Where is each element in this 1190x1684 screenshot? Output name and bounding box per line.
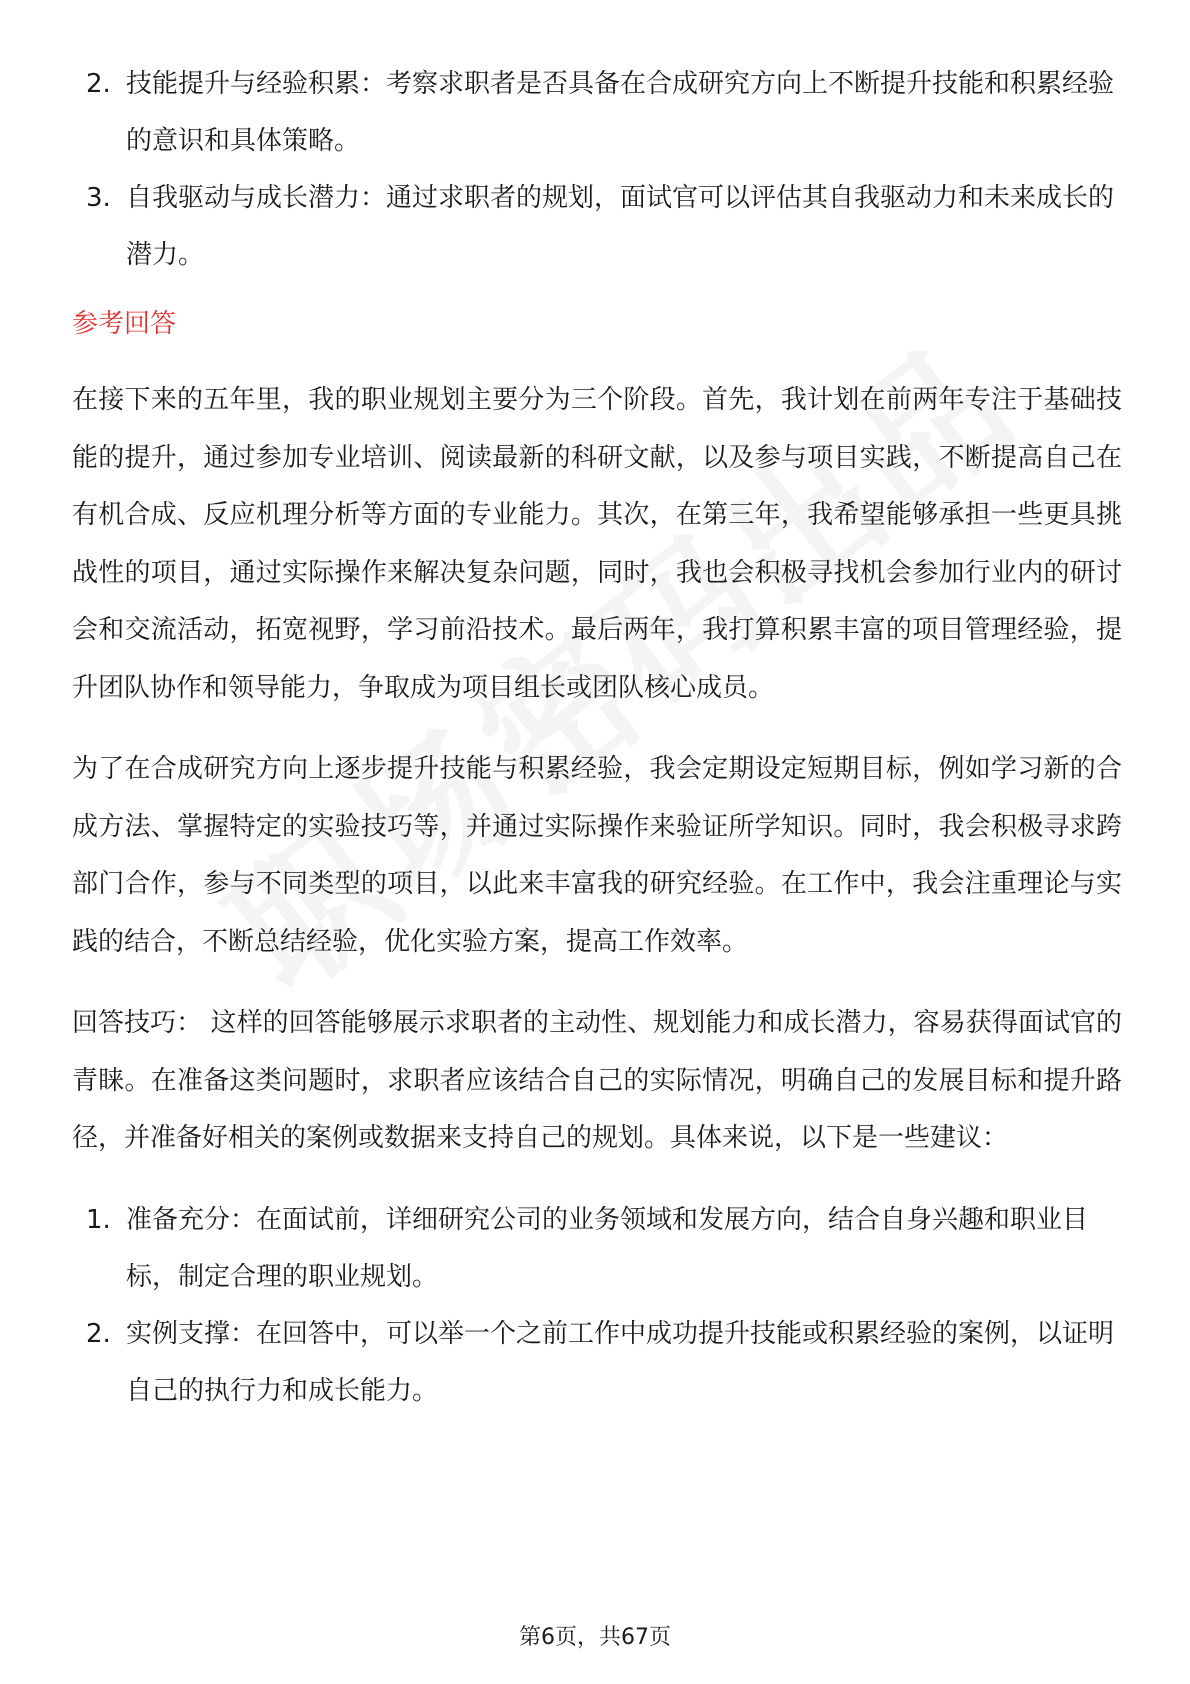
page-content [72, 56, 1122, 1420]
list-item: 1. 准备充分：在面试前，详细研究公司的业务领域和发展方向，结合自身兴趣和职业目标，制定合理的职业规划。 [72, 1192, 1122, 1306]
list-item-label: 准备充分 [126, 1204, 231, 1235]
list-number: 1. [86, 1204, 111, 1235]
answer-paragraph-1: 在接下来的五年里，我的职业规划主要分为三个阶段。首先，我计划在前两年专注于基础技能的提升，通过参加专业培训、阅读最新的科研文献，以及参与项目实践，不断提高自己在有机合成、反应机理分析等方面的专业能力。其次，在第三年，我希望能够承担一些更具挑战性的项目，通过实际操作来解决复杂问题，同时，我也会积极寻找机会参加行业内的研讨会和交流活动，拓宽视野，学习前沿技术。最后两年，我打算积累丰富的项目管理经验，提升团队协作和领导能力，争取成为项目组长或团队核心成员。 [72, 385, 1122, 703]
list-item-label: 技能提升与经验积累 [126, 69, 361, 99]
list-item-label: 自我驱动与成长潜力 [126, 183, 361, 213]
list-item-text: 考察求职者是否具备在合成研究方向上不断提升技能和积累经验的意识和具体策略。 [126, 69, 1115, 156]
tips-paragraph: 回答技巧： 这样的回答能够展示求职者的主动性、规划能力和成长潜力，容易获得面试官的青睐。在准备这类问题时，求职者应该结合自己的实际情况，明确自己的发展目标和提升路径，并准备好相关的案例或数据来支持自己的规划。具体来说，以下是一些建议： [72, 1008, 1122, 1153]
list-number: 2. [86, 69, 111, 99]
list-item-text: 通过求职者的规划，面试官可以评估其自我驱动力和未来成长的潜力。 [126, 183, 1115, 270]
criteria-list [72, 56, 1122, 284]
list-number: 2. [86, 1318, 111, 1349]
list-item: 3. 自我驱动与成长潜力：通过求职者的规划，面试官可以评估其自我驱动力和未来成长的潜力。 [72, 170, 1122, 284]
answer-paragraph-2: 为了在合成研究方向上逐步提升技能与积累经验，我会定期设定短期目标，例如学习新的合成方法、掌握特定的实验技巧等，并通过实际操作来验证所学知识。同时，我会积极寻求跨部门合作，参与不同类型的项目，以此来丰富我的研究经验。在工作中，我会注重理论与实践的结合，不断总结经验，优化实验方案，提高工作效率。 [72, 754, 1122, 957]
list-item: 2. 技能提升与经验积累：考察求职者是否具备在合成研究方向上不断提升技能和积累经验的意识和具体策略。 [72, 56, 1122, 170]
list-item-text: 在回答中，可以举一个之前工作中成功提升技能或积累经验的案例，以证明自己的执行力和成长能力。 [126, 1318, 1115, 1406]
list-item: 2. 实例支撑：在回答中，可以举一个之前工作中成功提升技能或积累经验的案例，以证明自己的执行力和成长能力。 [72, 1306, 1122, 1420]
section-heading: 参考回答 [72, 309, 177, 339]
page-number: 第6页，共67页 [519, 1625, 671, 1650]
list-number: 3. [86, 183, 111, 213]
suggestion-list [72, 1192, 1122, 1420]
list-item-label: 实例支撑 [126, 1318, 231, 1349]
list-item-text: 在面试前，详细研究公司的业务领域和发展方向，结合自身兴趣和职业目标，制定合理的职业规划。 [126, 1204, 1089, 1292]
